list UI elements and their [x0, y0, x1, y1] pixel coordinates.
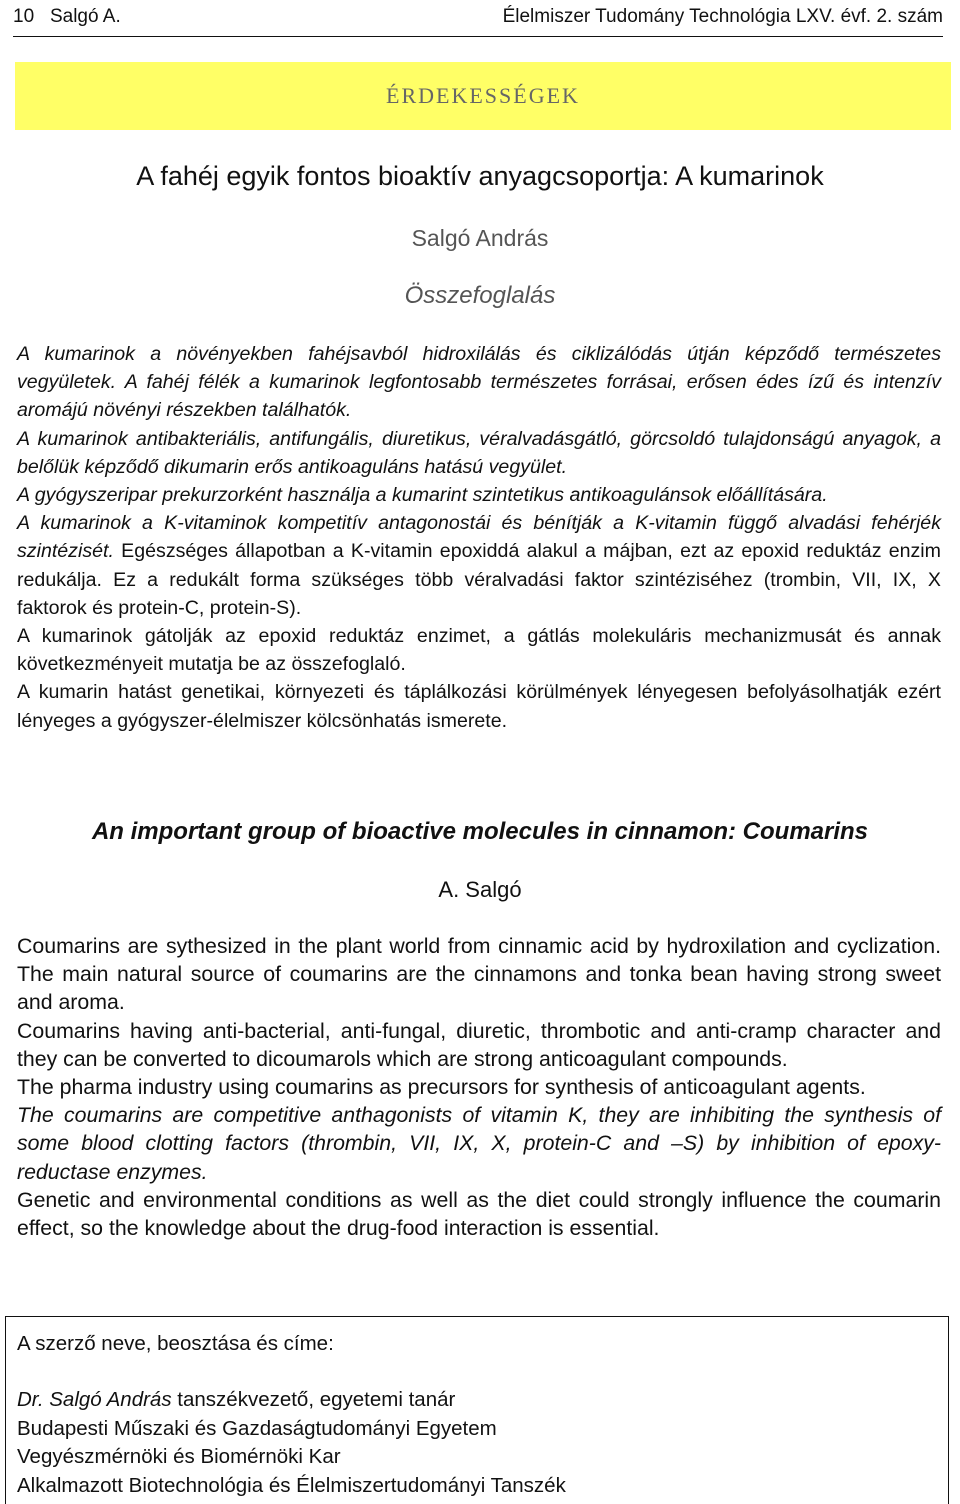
en-paragraph-1: Coumarins are sythesized in the plant world from cinnamic acid by hydroxilation and cyclization. The main natural source of coumarins are the cinnamons and tonka bean having strong sweet and aroma.	[17, 934, 941, 1015]
english-title: An important group of bioactive molecules in cinnamon: Coumarins	[91, 818, 869, 845]
author-faculty: Vegyészmérnöki és Biomérnöki Kar	[17, 1445, 341, 1468]
hu-paragraph-1: A kumarinok a növényekben fahéjsavból hidroxilálás és ciklizálódás útján képződő természetes vegyületek. A fahéj félék a kumarinok legfontosabb természetes forrásai, erősen édes ízű és intenzív aromájú növényi részekben találhatók.	[17, 343, 941, 422]
author-university: Budapesti Műszaki és Gazdaságtudományi Egyetem	[17, 1416, 497, 1440]
hu-paragraph-4-italic: A kumarinok a K-vitaminok kompetitív antagonostái és bénítják a K-vitamin függő alvadási fehérjék szintézisét.	[17, 512, 941, 563]
author-info-box	[5, 1316, 949, 1504]
article-author: Salgó András	[411, 225, 549, 251]
author-position: tanszékvezető, egyetemi tanár	[171, 1388, 456, 1411]
header-page-author: 10 Salgó A.	[13, 6, 121, 27]
section-banner	[15, 62, 951, 130]
hu-paragraph-3: A gyógyszeripar prekurzorként használja a kumarint szintetikus antikoagulánsok előállítására.	[17, 484, 828, 507]
author-box-lines	[17, 1386, 566, 1500]
hu-paragraph-5: A kumarinok gátolják az epoxid reduktáz enzimet, a gátlás molekuláris mechanizmusát és annak következményeit mutatja be az összefoglaló.	[17, 625, 941, 676]
en-paragraph-2: Coumarins having anti-bacterial, anti-fungal, diuretic, thrombotic and anti-cramp character and they can be converted to dicoumarols which are strong anticoagulant compounds.	[17, 1018, 941, 1071]
en-paragraph-3: The pharma industry using coumarins as precursors for synthesis of anticoagulant agents.	[17, 1075, 866, 1100]
author-box-title: A szerző neve, beosztása és címe:	[17, 1332, 334, 1355]
summary-heading: Összefoglalás	[404, 282, 556, 309]
author-name-line	[17, 1386, 566, 1415]
hungarian-abstract	[17, 340, 941, 735]
hu-paragraph-2: A kumarinok antibakteriális, antifungális, diuretikus, véralvadásgátló, görcsoldó tulajdonságú anyagok, a belőlük képződő dikumarin erős antikoaguláns hatású vegyület.	[17, 427, 941, 478]
hu-paragraph-6: A kumarin hatást genetikai, környezeti és táplálkozási körülmények lényegesen befolyásolhatják ezért lényeges a gyógyszer-élelmiszer kölcsönhatás ismerete.	[17, 681, 941, 732]
hu-paragraph-4	[17, 509, 941, 622]
english-abstract	[17, 932, 941, 1242]
en-paragraph-4: The coumarins are competitive anthagonists of vitamin K, they are inhibiting the synthesis of some blood clotting factors (thrombin, VII, IX, X, protein-C and –S) by inhibition of epoxy-reductase enzymes.	[17, 1103, 941, 1184]
header-journal: Élelmiszer Tudomány Technológia LXV. évf. 2. szám	[502, 6, 943, 27]
header-rule	[13, 36, 943, 37]
english-author: A. Salgó	[438, 877, 522, 902]
en-paragraph-5: Genetic and environmental conditions as well as the diet could strongly influence the coumarin effect, so the knowledge about the drug-food interaction is essential.	[17, 1187, 941, 1241]
hu-paragraph-4-rest: Egészséges állapotban a K-vitamin epoxiddá alakul a májban, ezt az epoxid reduktáz enzim redukálja. Ez a redukált forma szükséges több véralvadási faktor szintéziséhez (trombin, VII, IX, X faktorok és protein-C, protein-S).	[17, 540, 941, 619]
author-name: Dr. Salgó András	[17, 1388, 172, 1411]
author-department: Alkalmazott Biotechnológia és Élelmiszertudományi Tanszék	[17, 1473, 566, 1497]
section-label: ÉRDEKESSÉGEK	[386, 83, 580, 108]
article-title: A fahéj egyik fontos bioaktív anyagcsoportja: A kumarinok	[136, 161, 824, 191]
running-header	[13, 4, 943, 30]
